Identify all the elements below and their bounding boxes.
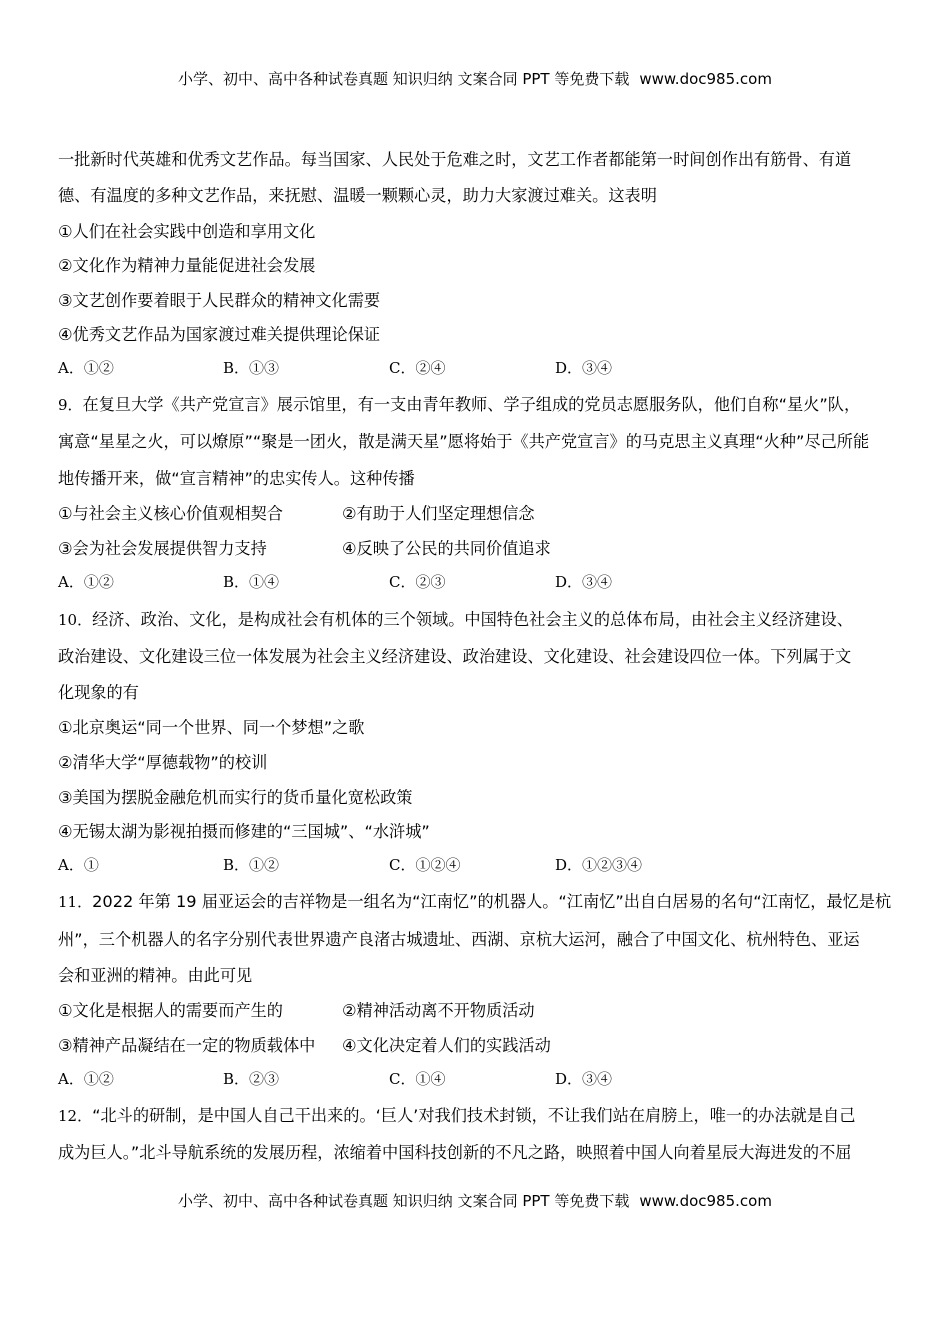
q8-item-4: ④优秀文艺作品为国家渡过难关提供理论保证 [58,325,381,344]
header-text: 小学、初中、高中各种试卷真题 知识归纳 文案合同 PPT 等免费下载 [178,70,630,88]
q11-number: 11． [58,893,93,911]
q9-number: 9． [58,396,83,414]
q12-line-1 [58,1102,855,1126]
q10-option-b: B．①② [223,856,280,874]
q8-option-c: C．②④ [389,359,446,377]
q10-option-a: A．① [58,856,99,874]
q10-item-4: ④无锡太湖为影视拍摄而修建的“三国城”、“水浒城” [58,822,430,841]
q12-line-1-text: “北斗的研制，是中国人自己干出来的。‘巨人’对我们技术封锁，不让我们站在肩膀上，唯一的办法就是自己 [92,1106,856,1125]
q10-item-3: ③美国为摆脱金融危机而实行的货币量化宽松政策 [58,788,413,807]
page-header [0,68,950,89]
q9-option-c: C．②③ [389,573,446,591]
q12-number: 12． [58,1107,93,1125]
q10-item-1: ①北京奥运“同一个世界、同一个梦想”之歌 [58,718,365,737]
q9-item-2: ②有助于人们坚定理想信念 [342,504,535,523]
q9-option-a: A．①② [58,573,114,591]
q9-line-1-text: 在复旦大学《共产党宣言》展示馆里，有一支由青年教师、学子组成的党员志愿服务队，他们自称“星火”队， [82,395,861,414]
q11-line-1 [58,888,891,912]
q9-line-3: 地传播开来，做“宣言精神”的忠实传人。这种传播 [58,469,415,488]
q9-line-1 [58,391,860,415]
footer-text: 小学、初中、高中各种试卷真题 知识归纳 文案合同 PPT 等免费下载 [178,1192,630,1210]
q11-item-3: ③精神产品凝结在一定的物质载体中 [58,1036,316,1055]
q12-line-2: 成为巨人。”北斗导航系统的发展历程，浓缩着中国科技创新的不凡之路，映照着中国人向着星辰大海进发的不屈 [58,1143,852,1162]
q9-item-4: ④反映了公民的共同价值追求 [342,539,551,558]
q10-option-d: D．①②③④ [555,856,643,874]
q8-item-1: ①人们在社会实践中创造和享用文化 [58,222,316,241]
q10-number: 10． [58,611,93,629]
q9-item-3: ③会为社会发展提供智力支持 [58,539,267,558]
q10-line-3: 化现象的有 [58,683,139,702]
q11-item-2: ②精神活动离不开物质活动 [342,1001,535,1020]
q11-option-a: A．①② [58,1070,114,1088]
q10-line-1 [58,606,853,630]
q11-option-d: D．③④ [555,1070,613,1088]
q10-option-c: C．①②④ [389,856,461,874]
q9-item-1: ①与社会主义核心价值观相契合 [58,504,283,523]
q9-option-d: D．③④ [555,573,613,591]
footer-url: www.doc985.com [639,1192,772,1210]
q8-item-3: ③文艺创作要着眼于人民群众的精神文化需要 [58,291,381,310]
q11-item-4: ④文化决定着人们的实践活动 [342,1036,551,1055]
q9-line-2: 寓意“星星之火，可以燎原”“聚是一团火，散是满天星”愿将始于《共产党宣言》的马克思主义真理“火种”尽己所能 [58,432,870,451]
q10-line-2: 政治建设、文化建设三位一体发展为社会主义经济建设、政治建设、文化建设、社会建设四位一体。下列属于文 [58,647,852,666]
q8-line-2: 德、有温度的多种文艺作品，来抚慰、温暖一颗颗心灵，助力大家渡过难关。这表明 [58,186,657,205]
q8-item-2: ②文化作为精神力量能促进社会发展 [58,256,316,275]
q11-option-c: C．①④ [389,1070,446,1088]
q11-option-b: B．②③ [223,1070,280,1088]
q11-line-1-text: 2022 年第 19 届亚运会的吉祥物是一组名为“江南忆”的机器人。“江南忆”出自白居易的名句“江南忆，最忆是杭 [92,892,892,911]
q8-line-1: 一批新时代英雄和优秀文艺作品。每当国家、人民处于危难之时，文艺工作者都能第一时间创作出有筋骨、有道 [58,150,852,169]
q10-line-1-text: 经济、政治、文化，是构成社会有机体的三个领域。中国特色社会主义的总体布局，由社会主义经济建设、 [92,610,853,629]
q10-item-2: ②清华大学“厚德载物”的校训 [58,753,268,772]
page-footer [0,1190,950,1211]
q8-option-b: B．①③ [223,359,280,377]
q11-item-1: ①文化是根据人的需要而产生的 [58,1001,283,1020]
q8-option-a: A．①② [58,359,114,377]
q9-option-b: B．①④ [223,573,280,591]
header-url: www.doc985.com [639,70,772,88]
q8-option-d: D．③④ [555,359,613,377]
q11-line-3: 会和亚洲的精神。由此可见 [58,966,253,985]
q11-line-2: 州”，三个机器人的名字分别代表世界遗产良渚古城遗址、西湖、京杭大运河，融合了中国文化、杭州特色、亚运 [58,930,860,949]
